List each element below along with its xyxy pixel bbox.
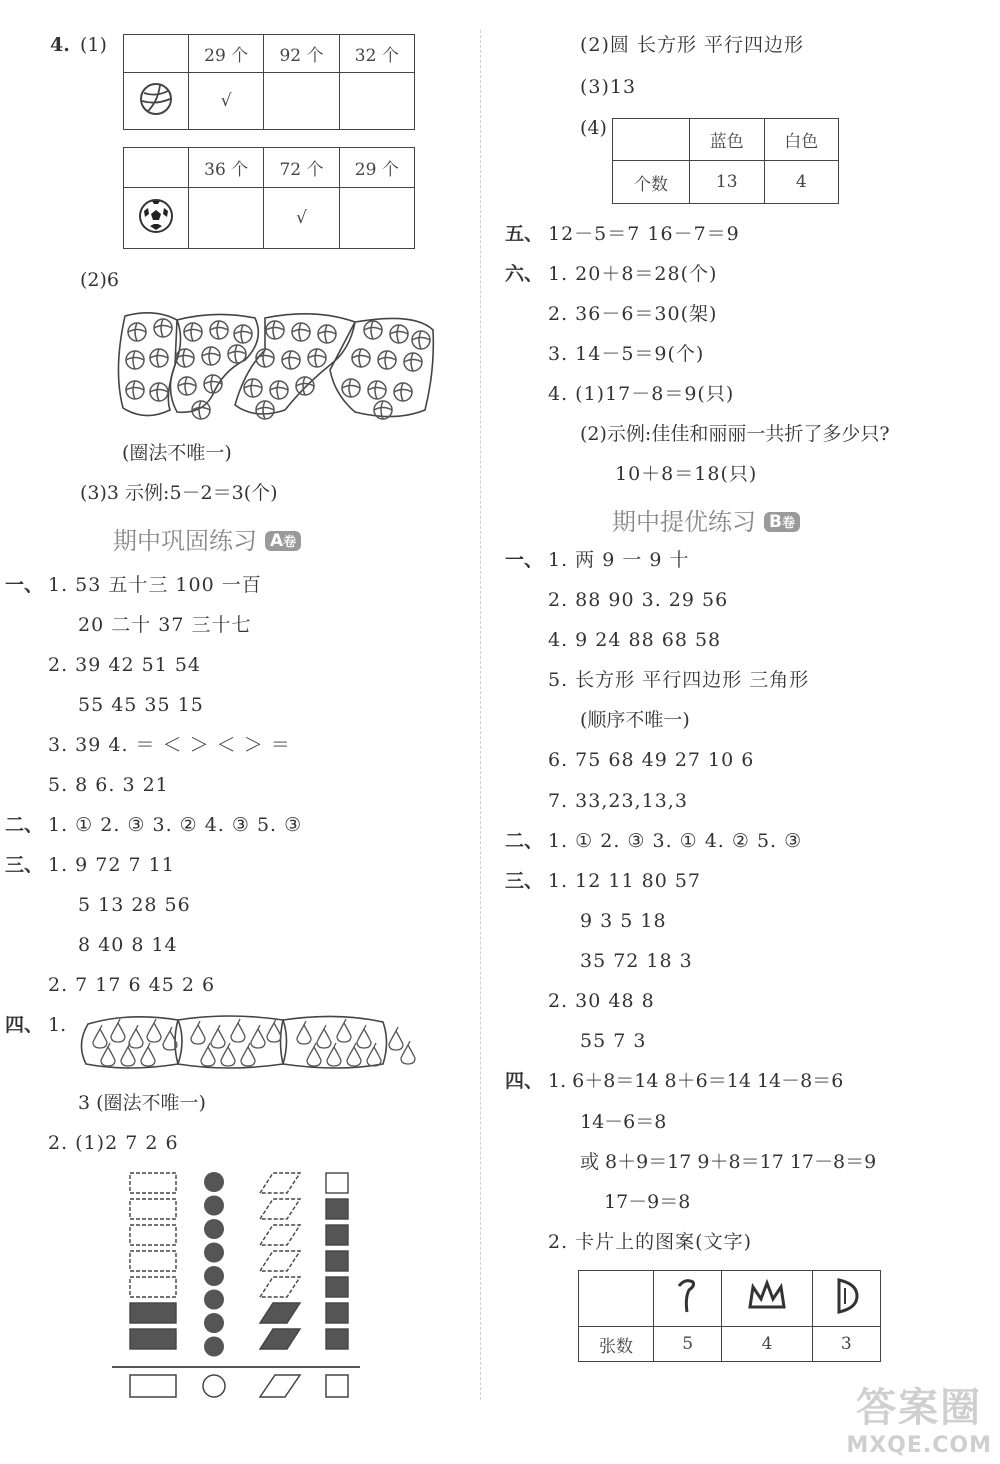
basketball-icon <box>178 377 196 395</box>
basketball-icon <box>394 383 412 401</box>
football-cell <box>124 188 189 249</box>
b-four-line: 14－6＝8 <box>580 1111 667 1133</box>
pear-icon <box>267 1019 281 1042</box>
rectangle-shape <box>130 1199 176 1219</box>
basketball-icon <box>282 351 300 369</box>
b-four-line: 1. 6＋8＝14 8＋6＝14 14－8＝6 <box>548 1070 844 1092</box>
b-three-line: 2. 30 48 8 <box>548 990 655 1012</box>
b-four-line: 17－9＝8 <box>604 1191 691 1213</box>
table-corner-cell <box>613 119 690 161</box>
a-four-line: 1. <box>48 1014 67 1036</box>
table-header-cell: 92 个 <box>264 35 339 73</box>
b-two-label: 二、 <box>505 830 544 852</box>
square-shape <box>326 1251 348 1271</box>
basketball-icon <box>256 401 274 419</box>
rectangle-shape <box>130 1303 176 1323</box>
section-b-badge-suffix: 卷 <box>781 516 795 531</box>
pear-icon <box>357 1025 371 1048</box>
q4-part1-label: (1) <box>80 34 107 56</box>
empty-cell <box>264 73 339 130</box>
a-three-line: 5 13 28 56 <box>78 894 191 916</box>
check-mark: √ <box>189 73 264 130</box>
table-header-cell: 32 个 <box>339 35 414 73</box>
b-one-line: 4. 9 24 88 68 58 <box>548 629 722 651</box>
circle-shape <box>204 1172 224 1192</box>
basketball-icon <box>270 381 288 399</box>
basketball-icon <box>228 345 246 363</box>
table-row-label: 个数 <box>613 161 690 204</box>
a-two-label: 二、 <box>5 814 44 836</box>
basketball-icon <box>126 381 144 399</box>
a-four-line: 2. (1)2 7 2 6 <box>48 1132 179 1154</box>
a-one-line: 20 二十 37 三十七 <box>78 614 252 636</box>
a-four-label: 四、 <box>5 1014 44 1036</box>
table-value-cell: 4 <box>722 1327 812 1362</box>
q4-part3: (3)3 示例:5－2＝3(个) <box>80 482 278 504</box>
column-divider <box>480 30 481 1400</box>
r-five-label: 五、 <box>505 223 544 245</box>
b-one-line: 7. 33,23,13,3 <box>548 790 688 812</box>
circle-shape <box>204 1266 224 1286</box>
parallelogram-shape <box>260 1173 300 1193</box>
a-four-line: 3 (圈法不唯一) <box>78 1092 206 1114</box>
pear-icon <box>337 1019 351 1042</box>
table-header-cell: 29 个 <box>189 35 264 73</box>
half-moon-pattern-icon <box>831 1276 861 1316</box>
q4-number: 4. <box>50 34 70 56</box>
empty-cell <box>339 73 414 130</box>
pear-grouping-illustration <box>78 1010 420 1072</box>
b-one-line: 1. 两 9 一 9 十 <box>548 549 690 571</box>
table-value-cell: 3 <box>812 1327 880 1362</box>
b-one-line: 5. 长方形 平行四边形 三角形 <box>548 669 810 691</box>
card-count-table <box>578 1270 881 1362</box>
q4-note: (圈法不唯一) <box>122 442 232 464</box>
section-a-badge <box>265 531 301 551</box>
volleyball-icon <box>138 81 174 117</box>
basketball-icon <box>184 323 202 341</box>
b-three-line: 1. 12 11 80 57 <box>548 870 701 892</box>
watermark-title: 答案圈 <box>856 1385 983 1431</box>
table-row-label: 张数 <box>579 1327 654 1362</box>
basketball-icon <box>150 349 168 367</box>
rectangle-shape <box>130 1251 176 1271</box>
b-four-line: 或 8＋9＝17 9＋8＝17 17－8＝9 <box>580 1151 877 1173</box>
square-shape <box>326 1277 348 1297</box>
pear-icon <box>389 1027 403 1050</box>
pear-icon <box>191 1021 205 1044</box>
a-three-line: 2. 7 17 6 45 2 6 <box>48 974 216 996</box>
basketball-icon <box>266 321 284 339</box>
basketball-icon <box>296 377 314 395</box>
section-b-title-text: 期中提优练习 <box>612 508 756 536</box>
check-mark: √ <box>264 188 339 249</box>
basketball-grouping-illustration <box>115 310 437 422</box>
b-one-label: 一、 <box>505 549 544 571</box>
watermark <box>846 1376 992 1458</box>
r-line: (3)13 <box>580 76 637 98</box>
section-a-title-text: 期中巩固练习 <box>113 527 257 555</box>
basketball-icon <box>378 351 396 369</box>
parallelogram-shape <box>260 1225 300 1245</box>
b-three-line: 9 3 5 18 <box>580 910 667 932</box>
parallelogram-shape <box>260 1251 300 1271</box>
r-six-line: 3. 14－5＝9(个) <box>548 343 705 365</box>
empty-cell <box>189 188 264 249</box>
a-three-line: 1. 9 72 7 11 <box>48 854 175 876</box>
section-a-badge-letter: A <box>270 531 284 551</box>
pear-icon <box>317 1025 331 1048</box>
r-line: (4) <box>580 117 607 139</box>
watermark-url: MXQE.COM <box>846 1433 992 1458</box>
parallelogram-shape <box>260 1329 300 1349</box>
section-b-badge <box>764 512 800 532</box>
pear-icon <box>93 1025 107 1048</box>
color-count-table <box>612 118 839 204</box>
card-pattern-cell <box>654 1271 722 1327</box>
volleyball-cell <box>124 73 189 130</box>
basketball-icon <box>412 331 430 349</box>
a-one-label: 一、 <box>5 574 44 596</box>
card-pattern-cell <box>812 1271 880 1327</box>
circle-shape <box>204 1313 224 1333</box>
parallelogram-shape <box>260 1199 300 1219</box>
pear-icon <box>129 1025 143 1048</box>
a-one-line: 5. 8 6. 3 21 <box>48 774 169 796</box>
basketball-icon <box>342 379 360 397</box>
q4-part2: (2)6 <box>80 269 120 291</box>
table-header-cell: 72 个 <box>264 148 339 188</box>
basketball-icon <box>318 325 336 343</box>
basketball-icon <box>244 379 262 397</box>
circle-shape <box>204 1196 224 1216</box>
basketball-icon <box>126 351 144 369</box>
r-five-line: 12－5＝7 16－7＝9 <box>548 223 740 245</box>
hook-pattern-icon <box>673 1276 703 1316</box>
r-six-line: 2. 36－6＝30(架) <box>548 303 718 325</box>
circle-shape <box>204 1290 224 1310</box>
parallelogram-shape <box>260 1277 300 1297</box>
b-one-line: 6. 75 68 49 27 10 6 <box>548 749 755 771</box>
a-one-line: 55 45 35 15 <box>78 694 204 716</box>
a-three-label: 三、 <box>5 854 44 876</box>
rectangle-shape <box>130 1173 176 1193</box>
b-two-line: 1. ① 2. ③ 3. ① 4. ② 5. ③ <box>548 830 803 852</box>
basketball-icon <box>364 321 382 339</box>
pear-icon <box>141 1043 155 1066</box>
r-line: (2)圆 长方形 平行四边形 <box>580 34 804 56</box>
pear-icon <box>251 1025 265 1048</box>
table-value-cell: 5 <box>654 1327 722 1362</box>
a-two-line: 1. ① 2. ③ 3. ② 4. ③ 5. ③ <box>48 814 303 836</box>
basketball-icon <box>308 349 326 367</box>
table-corner-cell <box>579 1271 654 1327</box>
rectangle-shape <box>130 1277 176 1297</box>
b-four-line: 2. 卡片上的图案(文字) <box>548 1231 752 1253</box>
a-three-line: 8 40 8 14 <box>78 934 178 956</box>
circle-shape <box>204 1337 224 1357</box>
table-corner-cell <box>124 35 189 73</box>
basketball-icon <box>176 349 194 367</box>
basketball-icon <box>292 323 310 341</box>
section-a-badge-suffix: 卷 <box>283 535 297 550</box>
a-one-line: 2. 39 42 51 54 <box>48 654 201 676</box>
pear-icon <box>297 1021 311 1044</box>
r-six-line: (2)示例:佳佳和丽丽一共折了多少只? <box>580 423 890 445</box>
football-table <box>123 147 415 249</box>
pear-icon <box>121 1043 135 1066</box>
b-three-label: 三、 <box>505 870 544 892</box>
a-one-line: 1. 53 五十三 100 一百 <box>48 574 262 596</box>
square-shape <box>326 1225 348 1245</box>
table-corner-cell <box>124 148 189 188</box>
square-shape <box>326 1329 348 1349</box>
table-header-cell: 36 个 <box>189 148 264 188</box>
basketball-icon <box>210 321 228 339</box>
section-b-badge-letter: B <box>769 512 782 532</box>
table-header-cell: 29 个 <box>339 148 414 188</box>
table-value-cell: 4 <box>764 161 839 204</box>
rectangle-shape <box>130 1225 176 1245</box>
table-header-cell: 蓝色 <box>690 119 765 161</box>
table-header-cell: 白色 <box>764 119 839 161</box>
b-three-line: 55 7 3 <box>580 1030 647 1052</box>
basketball-icon <box>150 383 168 401</box>
basketball-icon <box>202 347 220 365</box>
shape-bar-illustration <box>110 1165 365 1405</box>
pear-icon <box>147 1019 161 1042</box>
crown-pattern-icon <box>747 1279 787 1313</box>
parallelogram-shape <box>260 1303 300 1323</box>
b-four-label: 四、 <box>505 1070 544 1092</box>
b-three-line: 35 72 18 3 <box>580 950 693 972</box>
r-six-line: 4. (1)17－8＝9(只) <box>548 383 735 405</box>
r-six-label: 六、 <box>505 263 544 285</box>
square-shape <box>326 1199 348 1219</box>
circle-shape <box>204 1243 224 1263</box>
basketball-icon <box>404 353 422 371</box>
volleyball-table <box>123 34 415 130</box>
pear-icon <box>211 1025 225 1048</box>
basketball-icon <box>368 381 386 399</box>
r-six-line: 1. 20＋8＝28(个) <box>548 263 718 285</box>
pear-icon <box>231 1019 245 1042</box>
football-icon <box>137 197 175 235</box>
table-value-cell: 13 <box>690 161 765 204</box>
empty-cell <box>339 188 414 249</box>
pear-icon <box>111 1019 125 1042</box>
circle-shape <box>204 1219 224 1239</box>
a-one-line: 3. 39 4. ＝ ＜ ＞ ＜ ＞ ＝ <box>48 734 291 756</box>
basketball-icon <box>390 325 408 343</box>
r-six-line: 10＋8＝18(只) <box>615 463 758 485</box>
basketball-icon <box>234 325 252 343</box>
section-a-title <box>113 521 301 556</box>
b-one-line: 2. 88 90 3. 29 56 <box>548 589 729 611</box>
square-shape <box>326 1173 348 1193</box>
pear-icon <box>101 1043 115 1066</box>
square-shape <box>326 1303 348 1323</box>
basketball-icon <box>128 323 146 341</box>
basketball-icon <box>352 349 370 367</box>
card-pattern-cell <box>722 1271 812 1327</box>
basketball-icon <box>154 319 172 337</box>
rectangle-shape <box>130 1329 176 1349</box>
b-one-line: (顺序不唯一) <box>580 709 690 731</box>
section-b-title <box>612 502 800 537</box>
